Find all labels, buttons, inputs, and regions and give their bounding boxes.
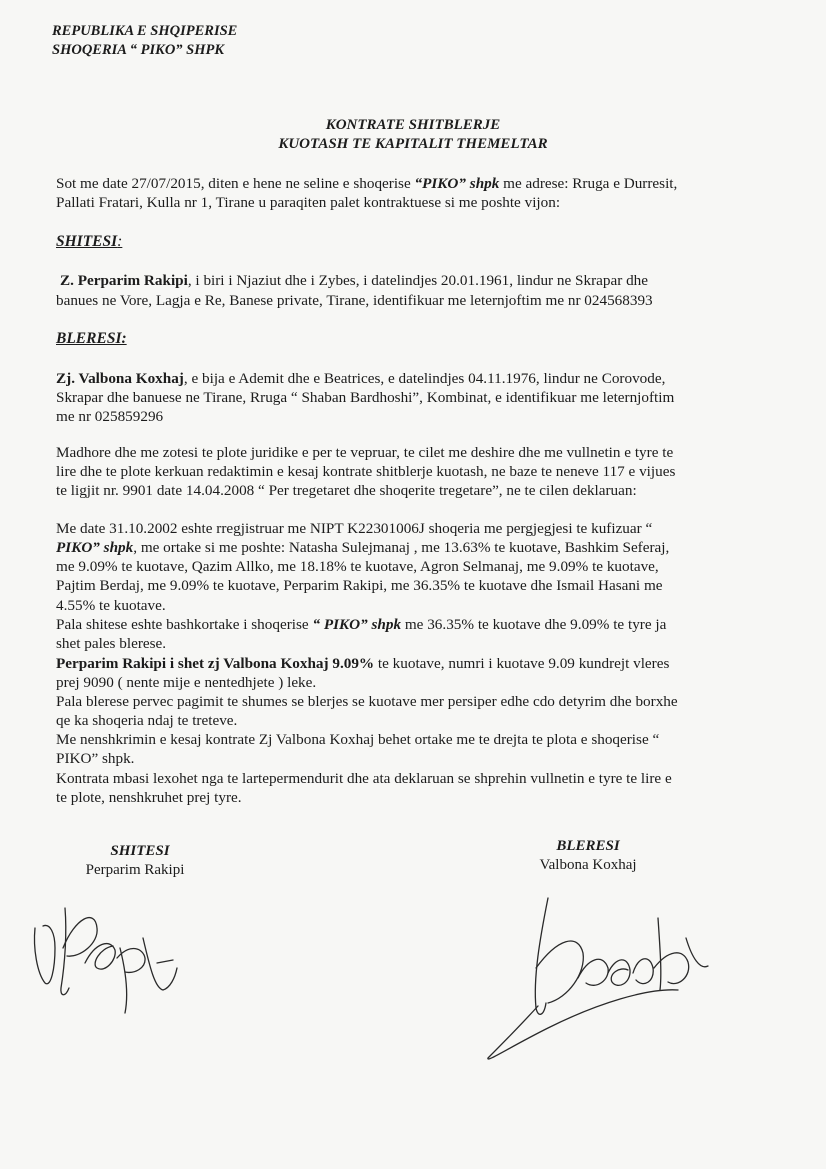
body-line-2: PIKO” shpk, me ortake si me poshte: Natasha Sulejmanaj , me 13.63% te kuotave, Bashkim Seferaj, [56,539,670,556]
seller-signature-name: Perparim Rakipi [85,862,185,878]
company-name: “PIKO” shpk [414,175,500,192]
capacity-line-3: te ligjit nr. 9901 date 14.04.2008 “ Per tregetaret dhe shoqerite tregetare”, ne te cilen deklaruan: [56,482,637,499]
capacity-line-2: lire dhe te plote kerkuan redaktimin e kesaj kontrate shitblerje kuotash, ne baze te neneve 117 e vijues [56,463,676,480]
body-line-6: Pala shitese eshte bashkortake i shoqerise “ PIKO” shpk me 36.35% te kuotave dhe 9.09% te tyre ja [56,616,667,633]
seller-name: Z. Perparim Rakipi [60,272,188,289]
buyer-line-3: me nr 025859296 [56,408,164,425]
intro-line-2: Pallati Fratari, Kulla nr 1, Tirane u paraqiten palet kontraktuese si me poshte vijon: [56,194,561,211]
body-line-9: prej 9090 ( nente mije e nentedhjete ) leke. [56,674,317,691]
body-line-14: Kontrata mbasi lexohet nga te lartepermendurit dhe ata deklaruan se shprehin vullnetin e tyre te lire e [56,770,672,787]
seller-line-2: banues ne Vore, Lagja e Re, Banese private, Tirane, identifikuar me leternjoftim me nr 024568393 [56,292,653,309]
body-line-11: qe ka shoqeria ndaj te treteve. [56,712,238,729]
body-line-3: me 9.09% te kuotave, Qazim Allko, me 18.18% te kuotave, Agron Selmanaj, me 9.09% te kuotave, [56,558,659,575]
seller-line-1: Z. Perparim Rakipi, i biri i Njaziut dhe i Zybes, i datelindjes 20.01.1961, lindur ne Skrapar dhe [60,272,648,289]
body-line-7: shet pales blerese. [56,635,167,652]
body-line-1: Me date 31.10.2002 eshte rregjistruar me NIPT K22301006J shoqeria me pergjegjesi te kufizuar “ [56,520,653,537]
body-line-10: Pala blerese pervec pagimit te shumes se blerjes se kuotave mer persiper edhe cdo detyrim dhe borxhe [56,693,678,710]
seller-signature-title: SHITESI [110,843,170,859]
body-line-8: Perparim Rakipi i shet zj Valbona Koxhaj 9.09% te kuotave, numri i kuotave 9.09 kundrejt vleres [56,655,670,672]
buyer-signature-title: BLERESI [556,838,620,854]
seller-heading: SHITESI: [56,233,123,250]
buyer-signature [478,878,718,1068]
buyer-signature-name: Valbona Koxhaj [539,857,637,873]
seller-signature [25,888,185,1018]
body-line-5: 4.55% te kuotave. [56,597,166,614]
buyer-heading: BLERESI: [56,330,127,347]
capacity-line-1: Madhore dhe me zotesi te plote juridike e per te vepruar, te cilet me deshire dhe me vullnetin e tyre te [56,444,674,461]
header-company: SHOQERIA “ PIKO” SHPK [52,42,225,58]
document-title: KONTRATE SHITBLERJE [325,117,501,133]
body-line-4: Pajtim Berdaj, me 9.09% te kuotave, Perparim Rakipi, me 36.35% te kuotave dhe Ismail Hasani me [56,577,663,594]
body-line-13: PIKO” shpk. [56,750,135,767]
intro-line-1: Sot me date 27/07/2015, diten e hene ne seline e shoqerise “PIKO” shpk me adrese: Rruga e Durresit, [56,175,678,192]
document-subtitle: KUOTASH TE KAPITALIT THEMELTAR [278,136,548,152]
buyer-line-2: Skrapar dhe banuese ne Tirane, Rruga “ Shaban Bardhoshi”, Kombinat, e identifikuar me leternjoftim [56,389,675,406]
buyer-line-1: Zj. Valbona Koxhaj, e bija e Ademit dhe e Beatrices, e datelindjes 04.11.1976, lindur ne Corovode, [56,370,666,387]
body-line-12: Me nenshkrimin e kesaj kontrate Zj Valbona Koxhaj behet ortake me te drejta te plota e shoqerise “ [56,731,660,748]
body-line-15: te plote, nenshkruhet prej tyre. [56,789,242,806]
header-republic: REPUBLIKA E SHQIPERISE [52,23,238,39]
buyer-name: Zj. Valbona Koxhaj [56,370,184,387]
